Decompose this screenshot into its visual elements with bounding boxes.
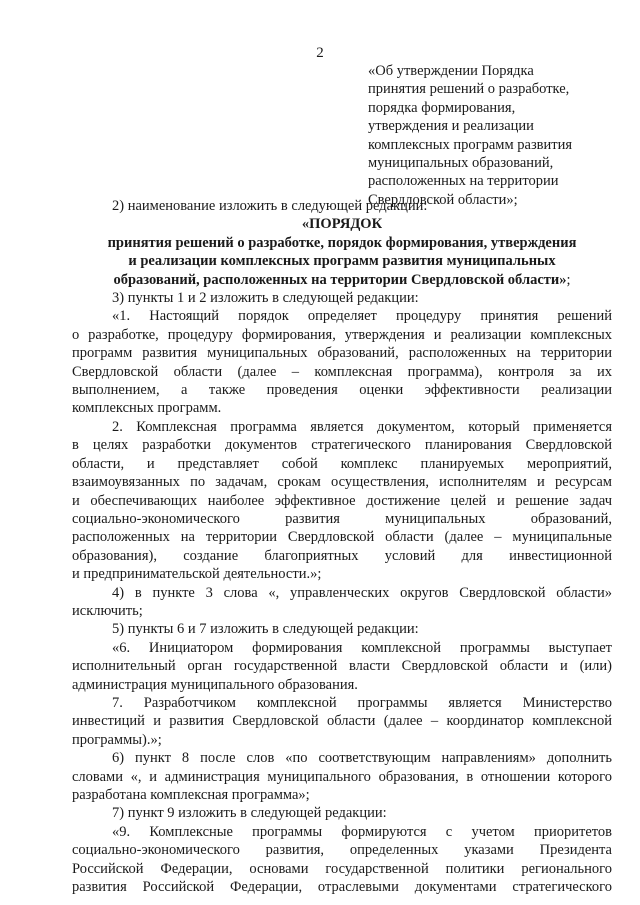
amendment-item: 5) пункты 6 и 7 изложить в следующей редакции: [112,621,419,638]
paragraph-line: 2. Комплексная программа является документом, который применяется [112,418,612,435]
paragraph-line: 7. Разработчиком комплексной программы является Министерство [112,694,612,711]
paragraph-line: администрация муниципального образования. [72,676,358,693]
reference-line: «Об утверждении Порядка [368,63,534,79]
amendment-item: 3) пункты 1 и 2 изложить в следующей редакции: [112,290,419,307]
paragraph-line: словами «, и администрация муниципального образования, в отношении которого [72,768,612,785]
paragraph-line: исполнительный орган государственной власти Свердловской области и (или) [72,658,612,675]
paragraph-line: взаимоувязанных по задачам, срокам осуществления, исполнителям и ресурсам [72,474,612,491]
paragraph-line: 4) в пункте 3 слова «, управленческих округов Свердловской области» [112,584,612,601]
title-line: принятия решений о разработке, порядок формирования, утверждения [107,234,577,251]
title-line [72,271,612,289]
paragraph-line: в целях разработки документов стратегического планирования Свердловской [72,437,612,454]
reference-line: принятия решений о разработке, [368,81,570,98]
paragraph-line: «1. Настоящий порядок определяет процедуру принятия решений [112,308,612,325]
paragraph-line: развития Российской Федерации, отраслевыми документами стратегического [72,879,612,896]
amendment-item: 2) наименование изложить в следующей редакции: [112,198,428,214]
paragraph-9 [72,823,612,897]
paragraph-line: социально-экономического развития, определенных указами Президента [72,842,612,859]
paragraph-line: области, и представляет собой комплекс планируемых мероприятий, [72,455,612,472]
paragraph-line: социально-экономического развития муниципальных образований, [72,510,612,527]
paragraph-line: образования), создание благоприятных условий для инвестиционной [72,547,612,564]
paragraph-line: и предпринимательской деятельности.»; [72,566,322,583]
paragraph-line: комплексных программ. [72,400,222,417]
paragraph-line: инвестиций и развития Свердловской области (далее – координатор комплексной [72,713,612,730]
paragraph-line: программ развития муниципальных образований, расположенных на территории [72,345,612,362]
paragraph-line: исключить; [72,602,143,619]
reference-line: порядка формирования, [368,99,516,116]
paragraph-line: расположенных на территории Свердловской области (далее – муниципальные [72,529,612,546]
resolution-reference [368,62,628,209]
amendment-item-4 [72,584,612,621]
amendment-item: 7) пункт 9 изложить в следующей редакции: [112,805,387,822]
title-line-tail: ; [566,271,571,288]
reference-line: утверждения и реализации [368,118,534,135]
paragraph-line: Свердловской области (далее – комплексная программа), контроля за их [72,363,612,380]
paragraph-line: «6. Инициатором формирования комплексной программы выступает [112,639,612,656]
paragraph-line: и обеспечивающих наиболее эффективное достижение целей и решение задач [72,492,612,509]
reference-line: комплексных программ развития [368,136,573,153]
paragraph-2 [72,418,612,584]
paragraph-7 [72,694,612,749]
paragraph-6 [72,639,612,694]
title-line: «ПОРЯДОК [301,216,383,233]
paragraph-line: 6) пункт 8 после слов «по соответствующим направлениям» дополнить [112,750,612,767]
title-line-text: образований, расположенных на территории Свердловской области» [113,271,567,288]
document-body [72,197,612,896]
amendment-item-6 [72,749,612,804]
paragraph-line: о разработке, процедуру формирования, утверждения и реализации комплексных [72,326,612,343]
title-line: и реализации комплексных программ развития муниципальных [128,253,556,270]
paragraph-line: программы).»; [72,731,162,748]
paragraph-line: «9. Комплексные программы формируются с учетом приоритетов [112,823,612,840]
reference-line: муниципальных образований, [368,155,554,172]
paragraph-1 [72,307,612,417]
paragraph-line: Российской Федерации, основами государственной политики регионального [72,860,612,877]
paragraph-line: разработана комплексная программа»; [72,787,310,803]
paragraph-line: выполнением, а также проведения оценки эффективности реализации [72,382,612,399]
document-title [72,215,612,289]
page-number: 2 [316,45,324,61]
reference-line: расположенных на территории [368,173,559,190]
reference-line: Свердловской области»; [368,191,518,208]
